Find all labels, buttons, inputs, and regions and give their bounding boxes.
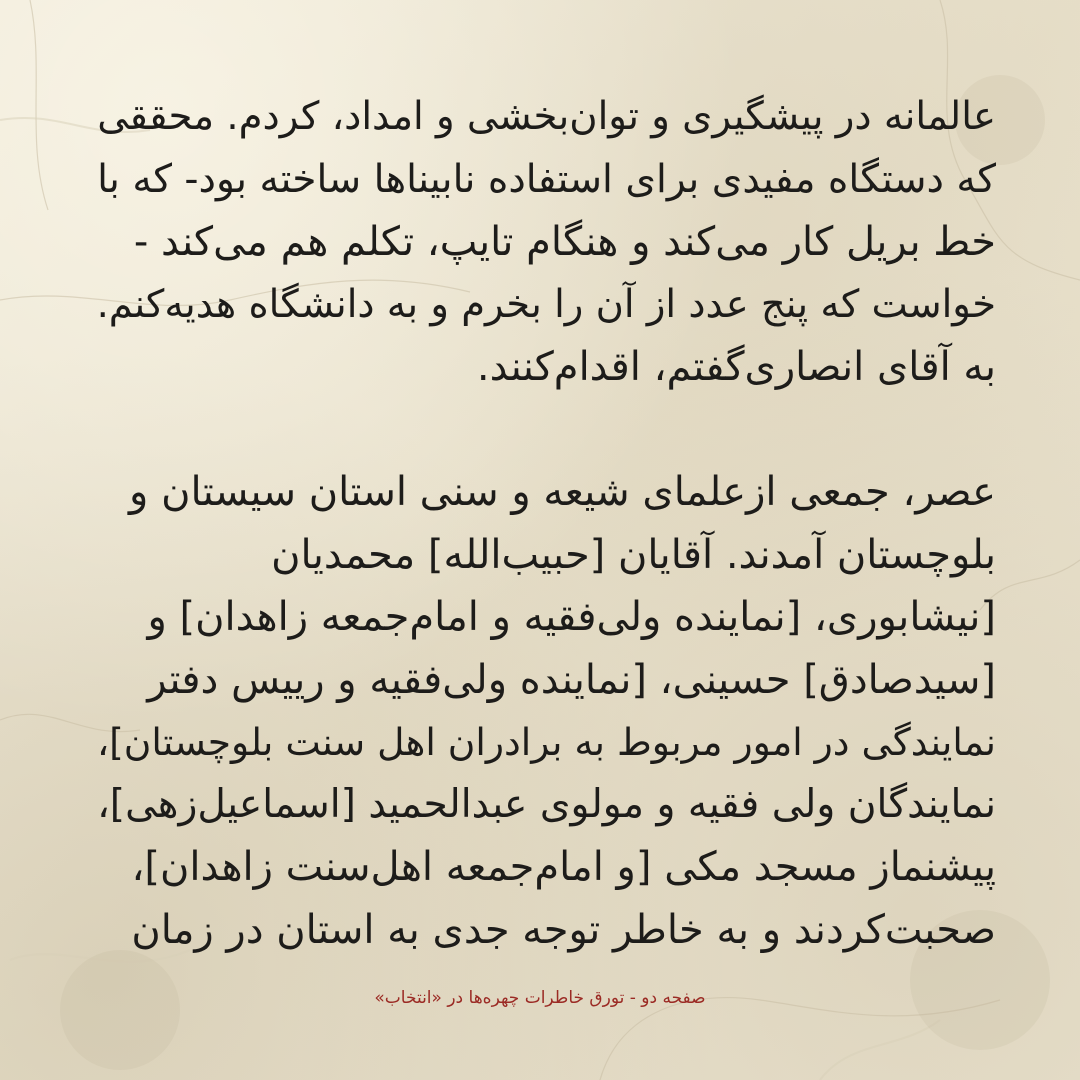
text-line: صحبت‌کردند و به خاطر توجه جدی به استان در زمان bbox=[131, 906, 996, 953]
text-line: نمایندگان ولی فقیه و مولوی عبدالحمید [اسماعیل‌زهی]، bbox=[97, 781, 996, 827]
text-line: عالمانه در پیشگیری و توان‌بخشی و امداد، کردم. محققی bbox=[97, 94, 996, 139]
text-line: خط بریل کار می‌کند و هنگام تایپ، تکلم هم می‌کند - bbox=[133, 219, 996, 265]
paragraph-1 bbox=[88, 86, 996, 399]
text-line: پیشنماز مسجد مکی [و امام‌جمعه اهل‌سنت زاهدان]، bbox=[131, 844, 996, 890]
text-line: به آقای انصاری‌گفتم، اقدام‌کنند. bbox=[476, 344, 996, 390]
paragraph-2 bbox=[88, 461, 996, 961]
footer-caption: صفحه دو - تورق خاطرات چهره‌ها در «انتخاب» bbox=[374, 988, 706, 1008]
text-line: [نیشابوری، [نماینده ولی‌فقیه و امام‌جمعه زاهدان] و bbox=[147, 594, 996, 640]
text-line: نمایندگی در امور مربوط به برادران اهل سنت بلوچستان]، bbox=[96, 720, 996, 764]
text-line: بلوچستان آمدند. آقایان [حبیب‌الله] محمدیان bbox=[271, 531, 996, 578]
text-line: [سیدصادق] حسینی، [نماینده ولی‌فقیه و رییس دفتر bbox=[147, 656, 996, 703]
document-body bbox=[88, 86, 996, 961]
text-line: خواست که پنج عدد از آن را بخرم و به دانشگاه هدیه‌کنم. bbox=[96, 281, 996, 327]
text-line: عصر، جمعی ازعلمای شیعه و سنی استان سیستان و bbox=[129, 469, 996, 515]
text-line: که دستگاه مفیدی برای استفاده نابیناها ساخته بود- که با bbox=[97, 156, 996, 202]
